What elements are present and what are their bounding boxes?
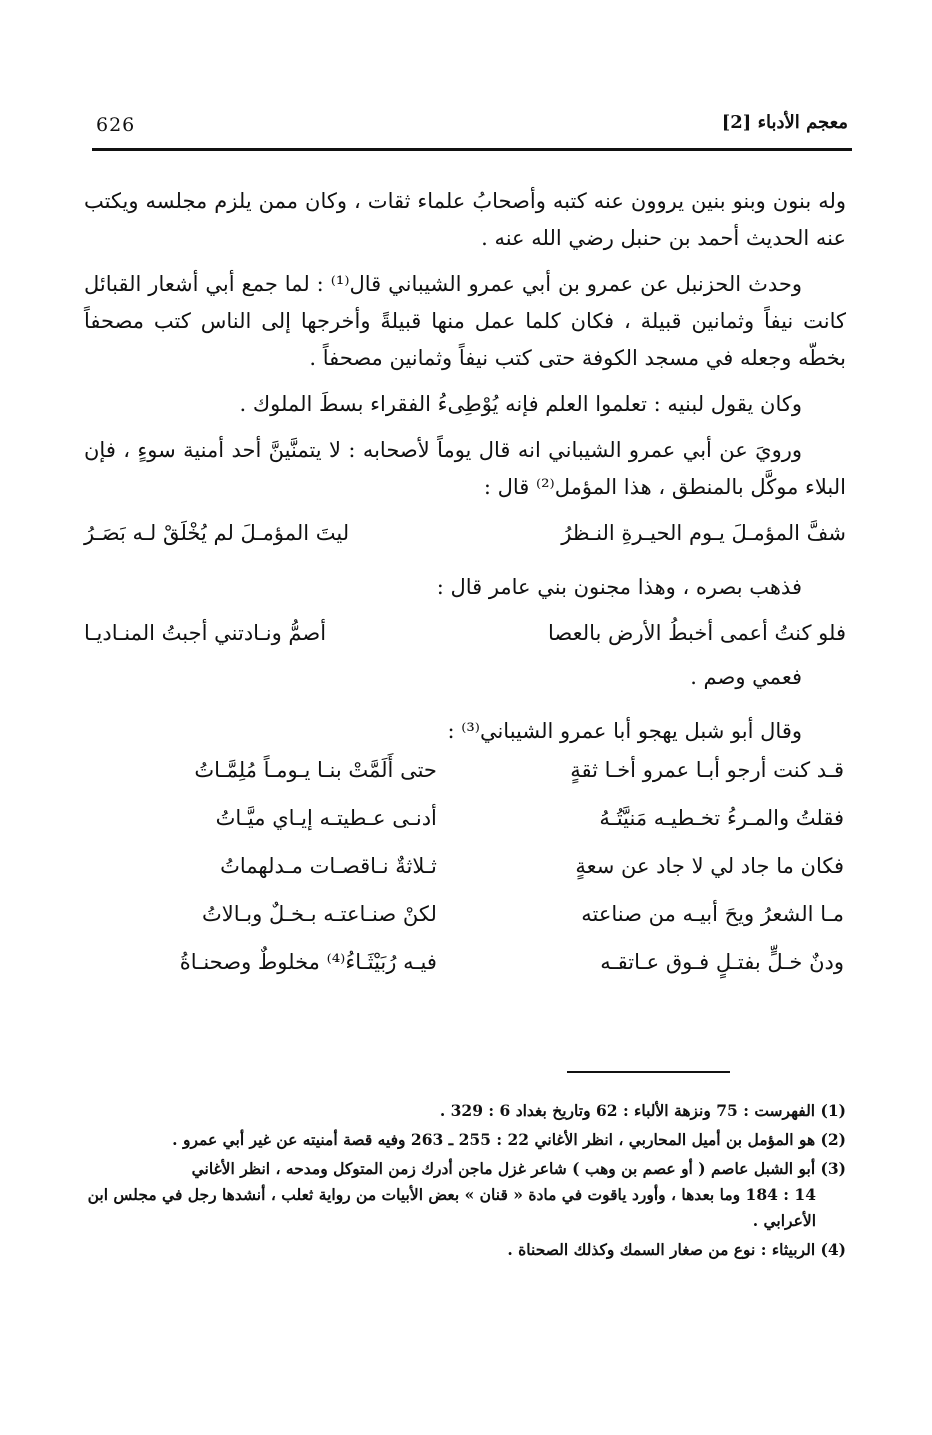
verse-second-hemistich: أصمُّ ونـادتني أجبتُ المنـاديـا bbox=[84, 621, 327, 645]
verse-couplet bbox=[84, 515, 846, 551]
header-rule bbox=[92, 148, 852, 151]
verse-second-hemistich: ليتَ المؤمـلَ لم يُخْلَقْ لـه بَصَـرُ bbox=[84, 521, 350, 545]
verse-first-hemistich: فكان ما جاد لي لا جاد عن سعةٍ bbox=[575, 854, 844, 878]
poem-intro: وقال أبو شبل يهجو أبا عمرو الشيباني⁽³⁾ : bbox=[447, 719, 802, 743]
poem-couplet bbox=[84, 945, 846, 979]
verse-second-hemistich: أدنـى عـطيتـه إيـاي ميَّـاتُ bbox=[215, 806, 437, 830]
paragraph: وكان يقول لبنيه : تعلموا العلم فإنه يُوْطِىءُ الفقراء بسطَ الملوك . bbox=[239, 392, 802, 416]
poem-couplet bbox=[84, 849, 846, 883]
verse-second-hemistich: ثـلاثةٌ نـاقصـات مـدلهماتُ bbox=[220, 854, 437, 878]
poem-couplet bbox=[84, 753, 846, 787]
verse-first-hemistich: قـد كنت أرجو أبـا عمرو أخـا ثقةٍ bbox=[570, 758, 844, 782]
footnote: (4) الربيثاء : نوع من صغار السمك وكذلك الصحناة . bbox=[507, 1240, 846, 1259]
footnote-first-line: (3) أبو الشبل عاصم ( أو عصم بن وهب ) شاعر غزل ماجن أدرك زمن المتوكل ومدحه ، انظر الأغاني bbox=[191, 1159, 846, 1178]
footnote-continuation bbox=[84, 1182, 846, 1234]
footnote: (2) هو المؤمل بن أميل المحاربي ، انظر الأغاني 22 : 255 ـ 263 وفيه قصة أمنيته عن غير أبي عمرو . bbox=[172, 1130, 846, 1149]
poem-couplet bbox=[84, 897, 846, 931]
narrative-line: فذهب بصره ، وهذا مجنون بني عامر قال : bbox=[436, 575, 802, 599]
footnote-rule bbox=[567, 1071, 730, 1073]
narrative-line: فعمي وصم . bbox=[690, 665, 802, 689]
verse-first-hemistich: مـا الشعرُ ويحَ أبيـه من صناعته bbox=[581, 902, 844, 926]
verse-second-hemistich: حتى أَلَمَّتْ بنـا يـومـاً مُلِمَّـاتُ bbox=[194, 758, 437, 782]
footnotes bbox=[84, 1098, 846, 1266]
poem-couplet bbox=[84, 801, 846, 835]
verse-second-hemistich: فيـه رُبَيْثَـاءُ⁽⁴⁾ مخلوطٌ وصحنـاةُ bbox=[179, 950, 437, 974]
page-number: 626 bbox=[96, 114, 136, 136]
page-header bbox=[96, 112, 848, 144]
paragraph: ورويَ عن أبي عمرو الشيباني انه قال يوماً لأصحابه : لا يتمنَّينَّ أحد أمنية سوءٍ ، فإن البلاء موكَّل بالمنطق ، هذا المؤمل⁽²⁾ قال : bbox=[84, 438, 846, 499]
verse-second-hemistich: لكنْ صنـاعتـه بـخـلٌ وبـالاتُ bbox=[201, 902, 437, 926]
verse-first-hemistich: فقلتُ والمـرءُ تخـطيـه مَنيَّتُـهُ bbox=[599, 806, 844, 830]
verse-first-hemistich: ودنٌ خـلٍّ بفتـلٍ فـوق عـاتقـه bbox=[600, 950, 844, 974]
verse-couplet bbox=[84, 615, 846, 651]
paragraph: وحدث الحزنبل عن عمرو بن أبي عمرو الشيباني قال⁽¹⁾ : لما جمع أبي أشعار القبائل كانت نيفاً وثمانين قبيلة ، فكان كلما عمل منها قبيلةً وأخرجها إلى الناس كتب مصحفاً بخطّه وجعله في مسجد الكوفة حتى كتب نيفاً وثمانين مصحفاً . bbox=[84, 272, 847, 370]
main-text bbox=[84, 183, 846, 993]
verse-first-hemistich: شفَّ المؤمـلَ يـوم الحيـرةِ النـظرُ bbox=[561, 521, 846, 545]
footnote-continuation-text: 14 : 184 وما بعدها ، وأورد ياقوت في مادة « قنان » بعض الأبيات من رواية ثعلب ، أنشدها رجل في مجلس ابن الأعرابي . bbox=[87, 1185, 816, 1230]
poem bbox=[84, 753, 846, 979]
paragraph: وله بنون وبنو بنين يروون عنه كتبه وأصحابُ علماء ثقات ، وكان ممن يلزم مجلسه ويكتب عنه الحديث أحمد بن حنبل رضي الله عنه . bbox=[84, 189, 846, 250]
footnote: (1) الفهرست : 75 ونزهة الألباء : 62 وتاريخ بغداد 6 : 329 . bbox=[439, 1101, 846, 1120]
footnote bbox=[84, 1156, 846, 1182]
running-title: معجم الأدباء [2] bbox=[721, 112, 848, 133]
verse-first-hemistich: فلو كنتُ أعمى أخبطُ الأرض بالعصا bbox=[548, 621, 846, 645]
